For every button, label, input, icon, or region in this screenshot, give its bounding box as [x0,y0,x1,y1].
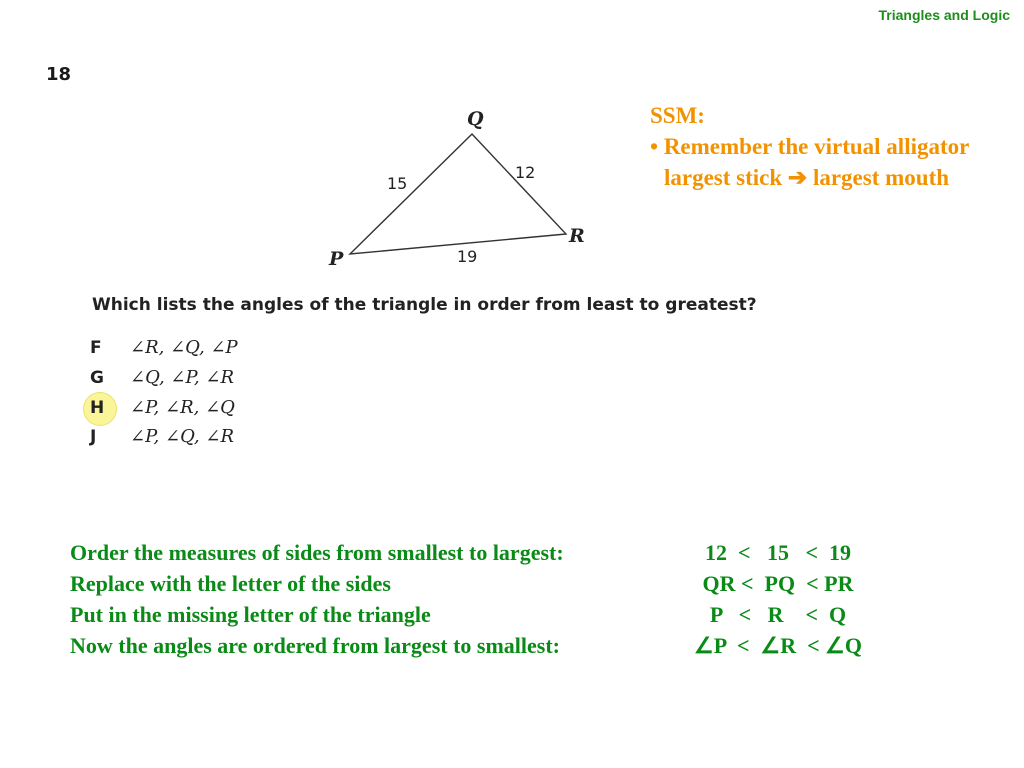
choice-f[interactable] [90,334,390,362]
question-number: 18 [46,64,72,85]
vertex-label-q: Q [467,108,484,130]
header-title: Triangles and Logic [878,7,1010,23]
step-label: Replace with the letter of the sides [70,571,391,596]
arrow-icon: ➔ [787,165,808,190]
choice-letter: G [90,368,104,388]
side-label-qr: 12 [515,163,536,182]
step-row [70,568,970,599]
choice-letter: J [90,427,97,447]
ssm-line2a: largest stick [664,165,783,190]
choice-j[interactable] [90,423,390,451]
vertex-label-p: P [329,248,344,270]
step-value: 12 < 15 < 19 [704,540,852,565]
choice-text: ∠P, ∠R, ∠Q [130,397,235,418]
choice-text: ∠R, ∠Q, ∠P [130,337,238,358]
ssm-line2 [650,162,969,193]
choice-h[interactable] [90,394,390,422]
ssm-title: SSM: [650,103,705,128]
choice-text: ∠Q, ∠P, ∠R [130,367,235,388]
step-row [70,630,970,661]
solution-steps [70,537,970,661]
step-row [70,599,970,630]
step-row [70,537,970,568]
ssm-line2b: largest mouth [812,165,950,190]
triangle-figure [300,100,600,275]
choice-letter: F [90,338,102,358]
side-label-pq: 15 [387,174,408,193]
step-value: P < R < Q [709,602,847,627]
vertex-label-r: R [569,225,585,247]
step-value: ∠P < ∠R < ∠Q [694,633,862,658]
step-label: Put in the missing letter of the triangle [70,602,431,627]
ssm-note [650,100,969,193]
step-label: Order the measures of sides from smallest to largest: [70,540,564,565]
choice-letter: H [90,398,105,418]
ssm-bullet-line [650,131,969,162]
ssm-line1: Remember the virtual alligator [663,134,970,159]
triangle-shape [350,134,566,254]
choice-text: ∠P, ∠Q, ∠R [130,426,235,447]
side-label-pr: 19 [457,247,478,266]
question-text: Which lists the angles of the triangle in order from least to greatest? [92,295,757,315]
step-value: QR < PQ < PR [702,571,854,596]
ssm-bullet: • [650,134,659,159]
step-label: Now the angles are ordered from largest to smallest: [70,633,561,658]
choice-g[interactable] [90,364,390,392]
